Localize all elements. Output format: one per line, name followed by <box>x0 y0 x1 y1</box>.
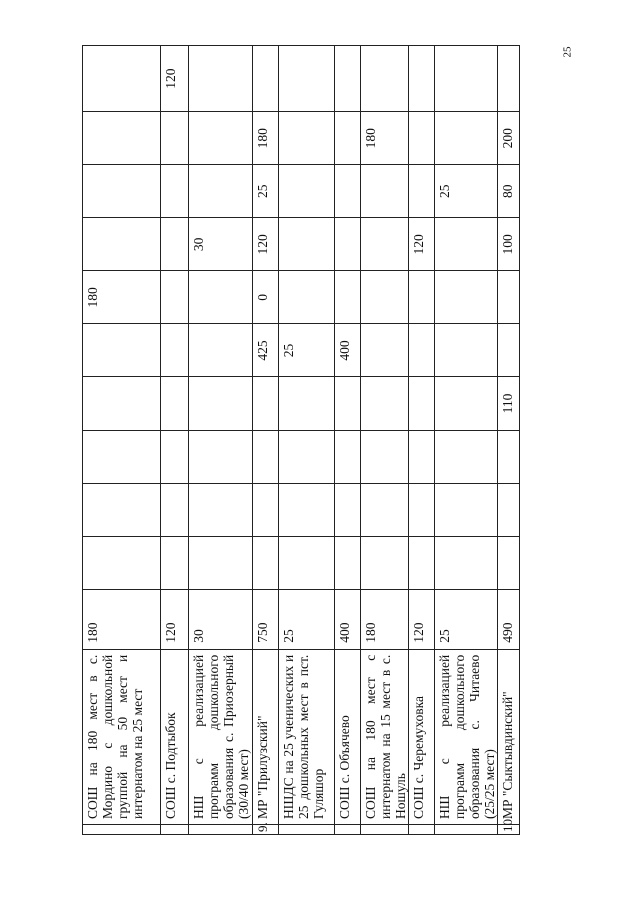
value-cell <box>161 536 189 589</box>
total-cell: 750 <box>253 589 279 649</box>
value-cell <box>409 536 435 589</box>
value-cell: 180 <box>361 112 409 165</box>
value-cell: 30 <box>189 218 253 271</box>
table-row <box>279 46 335 835</box>
value-cell <box>335 536 361 589</box>
value-cell <box>409 377 435 430</box>
value-cell <box>335 165 361 218</box>
value-cell: 425 <box>253 324 279 377</box>
value-cell <box>279 165 335 218</box>
value-cell <box>435 536 498 589</box>
value-cell <box>161 165 189 218</box>
value-cell: 110 <box>498 377 520 430</box>
value-cell <box>279 483 335 536</box>
value-cell: 120 <box>161 46 189 112</box>
table-row <box>498 46 520 835</box>
value-cell <box>253 430 279 483</box>
value-cell <box>435 324 498 377</box>
value-cell: 80 <box>498 165 520 218</box>
value-cell <box>161 430 189 483</box>
value-cell <box>361 46 409 112</box>
total-cell: 120 <box>409 589 435 649</box>
value-cell <box>361 377 409 430</box>
value-cell <box>409 324 435 377</box>
institution-name-cell: СОШ на 180 мест в с. Мордино с дошкольной группой на 50 мест и интернатом на 25 мест <box>83 649 161 824</box>
value-cell <box>83 218 161 271</box>
value-cell <box>161 483 189 536</box>
value-cell: 180 <box>83 271 161 324</box>
value-cell <box>83 483 161 536</box>
total-cell: 25 <box>279 589 335 649</box>
value-cell <box>161 271 189 324</box>
value-cell <box>279 46 335 112</box>
value-cell <box>361 165 409 218</box>
value-cell <box>83 377 161 430</box>
value-cell <box>435 46 498 112</box>
value-cell <box>361 218 409 271</box>
value-cell <box>189 536 253 589</box>
value-cell <box>409 112 435 165</box>
value-cell <box>279 271 335 324</box>
value-cell <box>435 377 498 430</box>
row-number-cell <box>335 825 361 835</box>
value-cell: 0 <box>253 271 279 324</box>
row-number-cell: 10. <box>498 825 520 835</box>
value-cell: 400 <box>335 324 361 377</box>
institution-name-cell: НШДС на 25 ученических и 25 дошкольных мест в пст. Гуляшор <box>279 649 335 824</box>
institution-name-cell: СОШ с. Подтыбок <box>161 649 189 824</box>
value-cell: 25 <box>279 324 335 377</box>
institution-name-cell: СОШ с. Объячево <box>335 649 361 824</box>
table-row <box>161 46 189 835</box>
value-cell <box>409 271 435 324</box>
institution-name-cell: МР "Сыктывдинский" <box>498 649 520 824</box>
value-cell <box>409 165 435 218</box>
value-cell <box>435 112 498 165</box>
data-table <box>82 45 520 835</box>
table-row <box>83 46 161 835</box>
value-cell <box>498 271 520 324</box>
total-cell: 490 <box>498 589 520 649</box>
value-cell <box>161 324 189 377</box>
value-cell <box>279 377 335 430</box>
value-cell <box>361 483 409 536</box>
institution-name-cell: НШ с реализацией программ дошкольного образования с. Читаево (25/25 мест) <box>435 649 498 824</box>
total-cell: 120 <box>161 589 189 649</box>
value-cell <box>435 218 498 271</box>
value-cell <box>189 46 253 112</box>
value-cell <box>498 430 520 483</box>
total-cell: 400 <box>335 589 361 649</box>
row-number-cell <box>83 825 161 835</box>
institution-name-cell: МР "Прилузский" <box>253 649 279 824</box>
table-row <box>253 46 279 835</box>
institution-name-cell: СОШ на 180 мест с интернатом на 15 мест в с. Ношуль <box>361 649 409 824</box>
table-row <box>335 46 361 835</box>
value-cell <box>361 536 409 589</box>
row-number-cell <box>361 825 409 835</box>
value-cell <box>83 165 161 218</box>
value-cell <box>498 483 520 536</box>
value-cell <box>279 112 335 165</box>
value-cell <box>189 377 253 430</box>
row-number-cell <box>189 825 253 835</box>
value-cell <box>498 324 520 377</box>
value-cell <box>253 536 279 589</box>
value-cell <box>498 536 520 589</box>
value-cell <box>189 112 253 165</box>
value-cell: 100 <box>498 218 520 271</box>
value-cell <box>435 430 498 483</box>
rotated-table-container <box>82 45 544 835</box>
value-cell <box>335 218 361 271</box>
value-cell <box>335 46 361 112</box>
table-row <box>189 46 253 835</box>
row-number-cell <box>435 825 498 835</box>
table-row <box>361 46 409 835</box>
row-number-cell: 9. <box>253 825 279 835</box>
value-cell: 200 <box>498 112 520 165</box>
value-cell <box>361 271 409 324</box>
value-cell: 180 <box>253 112 279 165</box>
value-cell <box>161 112 189 165</box>
total-cell: 25 <box>435 589 498 649</box>
value-cell <box>189 430 253 483</box>
value-cell <box>335 271 361 324</box>
value-cell <box>279 430 335 483</box>
table-row <box>409 46 435 835</box>
value-cell <box>279 218 335 271</box>
row-number-cell <box>279 825 335 835</box>
value-cell <box>435 483 498 536</box>
value-cell <box>409 430 435 483</box>
value-cell <box>435 271 498 324</box>
value-cell <box>83 46 161 112</box>
value-cell <box>189 271 253 324</box>
institution-name-cell: СОШ с. Черемуховка <box>409 649 435 824</box>
value-cell <box>335 112 361 165</box>
value-cell <box>253 483 279 536</box>
value-cell <box>83 324 161 377</box>
value-cell <box>189 324 253 377</box>
value-cell <box>253 377 279 430</box>
total-cell: 180 <box>361 589 409 649</box>
value-cell <box>335 377 361 430</box>
value-cell <box>161 377 189 430</box>
value-cell <box>409 46 435 112</box>
row-number-cell <box>409 825 435 835</box>
value-cell <box>83 536 161 589</box>
value-cell <box>409 483 435 536</box>
value-cell <box>361 324 409 377</box>
institution-name-cell: НШ с реализацией программ дошкольного образования с. Приозерный (30/40 мест) <box>189 649 253 824</box>
value-cell <box>189 483 253 536</box>
value-cell <box>498 46 520 112</box>
page-number: 25 <box>561 46 574 58</box>
row-number-cell <box>161 825 189 835</box>
total-cell: 180 <box>83 589 161 649</box>
total-cell: 30 <box>189 589 253 649</box>
value-cell <box>253 46 279 112</box>
value-cell <box>335 430 361 483</box>
value-cell <box>189 165 253 218</box>
value-cell: 25 <box>253 165 279 218</box>
value-cell <box>279 536 335 589</box>
value-cell: 120 <box>409 218 435 271</box>
table-row <box>435 46 498 835</box>
value-cell: 120 <box>253 218 279 271</box>
value-cell: 25 <box>435 165 498 218</box>
value-cell <box>83 430 161 483</box>
value-cell <box>361 430 409 483</box>
value-cell <box>83 112 161 165</box>
value-cell <box>161 218 189 271</box>
value-cell <box>335 483 361 536</box>
